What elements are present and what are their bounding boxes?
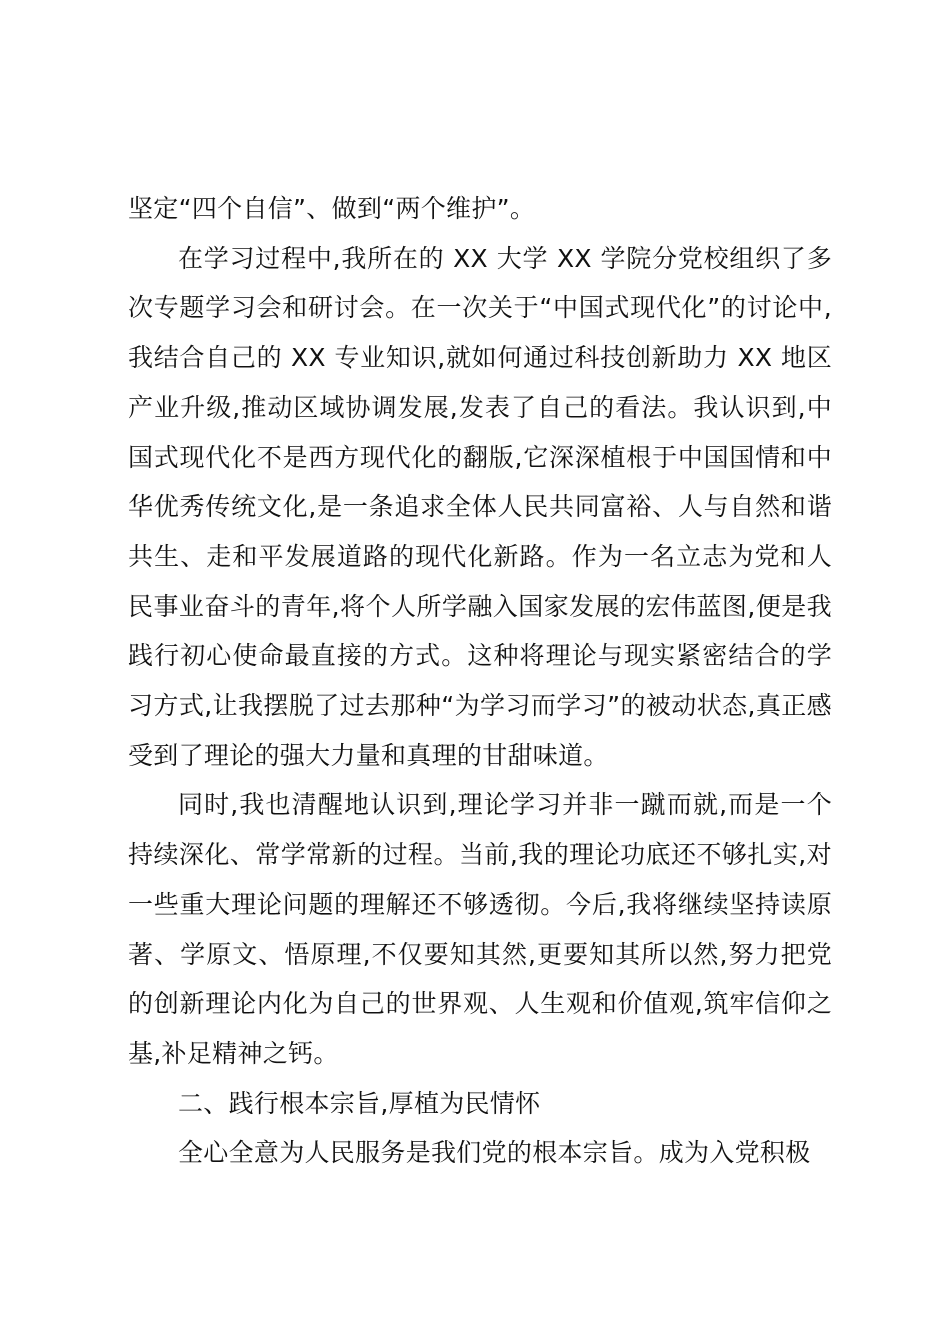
paragraph-self-reflection: 同时,我也清醒地认识到,理论学习并非一蹴而就,而是一个持续深化、常学常新的过程。当前,我的理论功底还不够扎实,对一些重大理论问题的理解还不够透彻。今后,我将继续坚持读原著、学原文、悟原理,不仅要知其然,更要知其所以然,努力把党的创新理论内化为自己的世界观、人生观和价值观,筑牢信仰之基,补足精神之钙。 bbox=[128, 790, 832, 1068]
paragraph-study-process: 在学习过程中,我所在的 XX 大学 XX 学院分党校组织了多次专题学习会和研讨会。在一次关于“中国式现代化”的讨论中,我结合自己的 XX 专业知识,就如何通过科技创新助力 XX 地区产业升级,推动区域协调发展,发表了自己的看法。我认识到,中国式现代化不是西方现代化的翻版,它深深植根于中国国情和中华优秀传统文化,是一条追求全体人民共同富裕、人与自然和谐共生、走和平发展道路的现代化新路。作为一名立志为党和人民事业奋斗的青年,将个人所学融入国家发展的宏伟蓝图,便是我践行初心使命最直接的方式。这种将理论与现实紧密结合的学习方式,让我摆脱了过去那种“为学习而学习”的被动状态,真正感受到了理论的强大力量和真理的甘甜味道。 bbox=[128, 243, 832, 770]
section-heading: 二、践行根本宗旨,厚植为民情怀 bbox=[178, 1088, 541, 1118]
paragraph-people-service: 全心全意为人民服务是我们党的根本宗旨。成为入党积极 bbox=[178, 1138, 811, 1168]
paragraph-continuation: 坚定“四个自信”、做到“两个维护”。 bbox=[128, 194, 536, 223]
document-body bbox=[128, 184, 832, 1178]
